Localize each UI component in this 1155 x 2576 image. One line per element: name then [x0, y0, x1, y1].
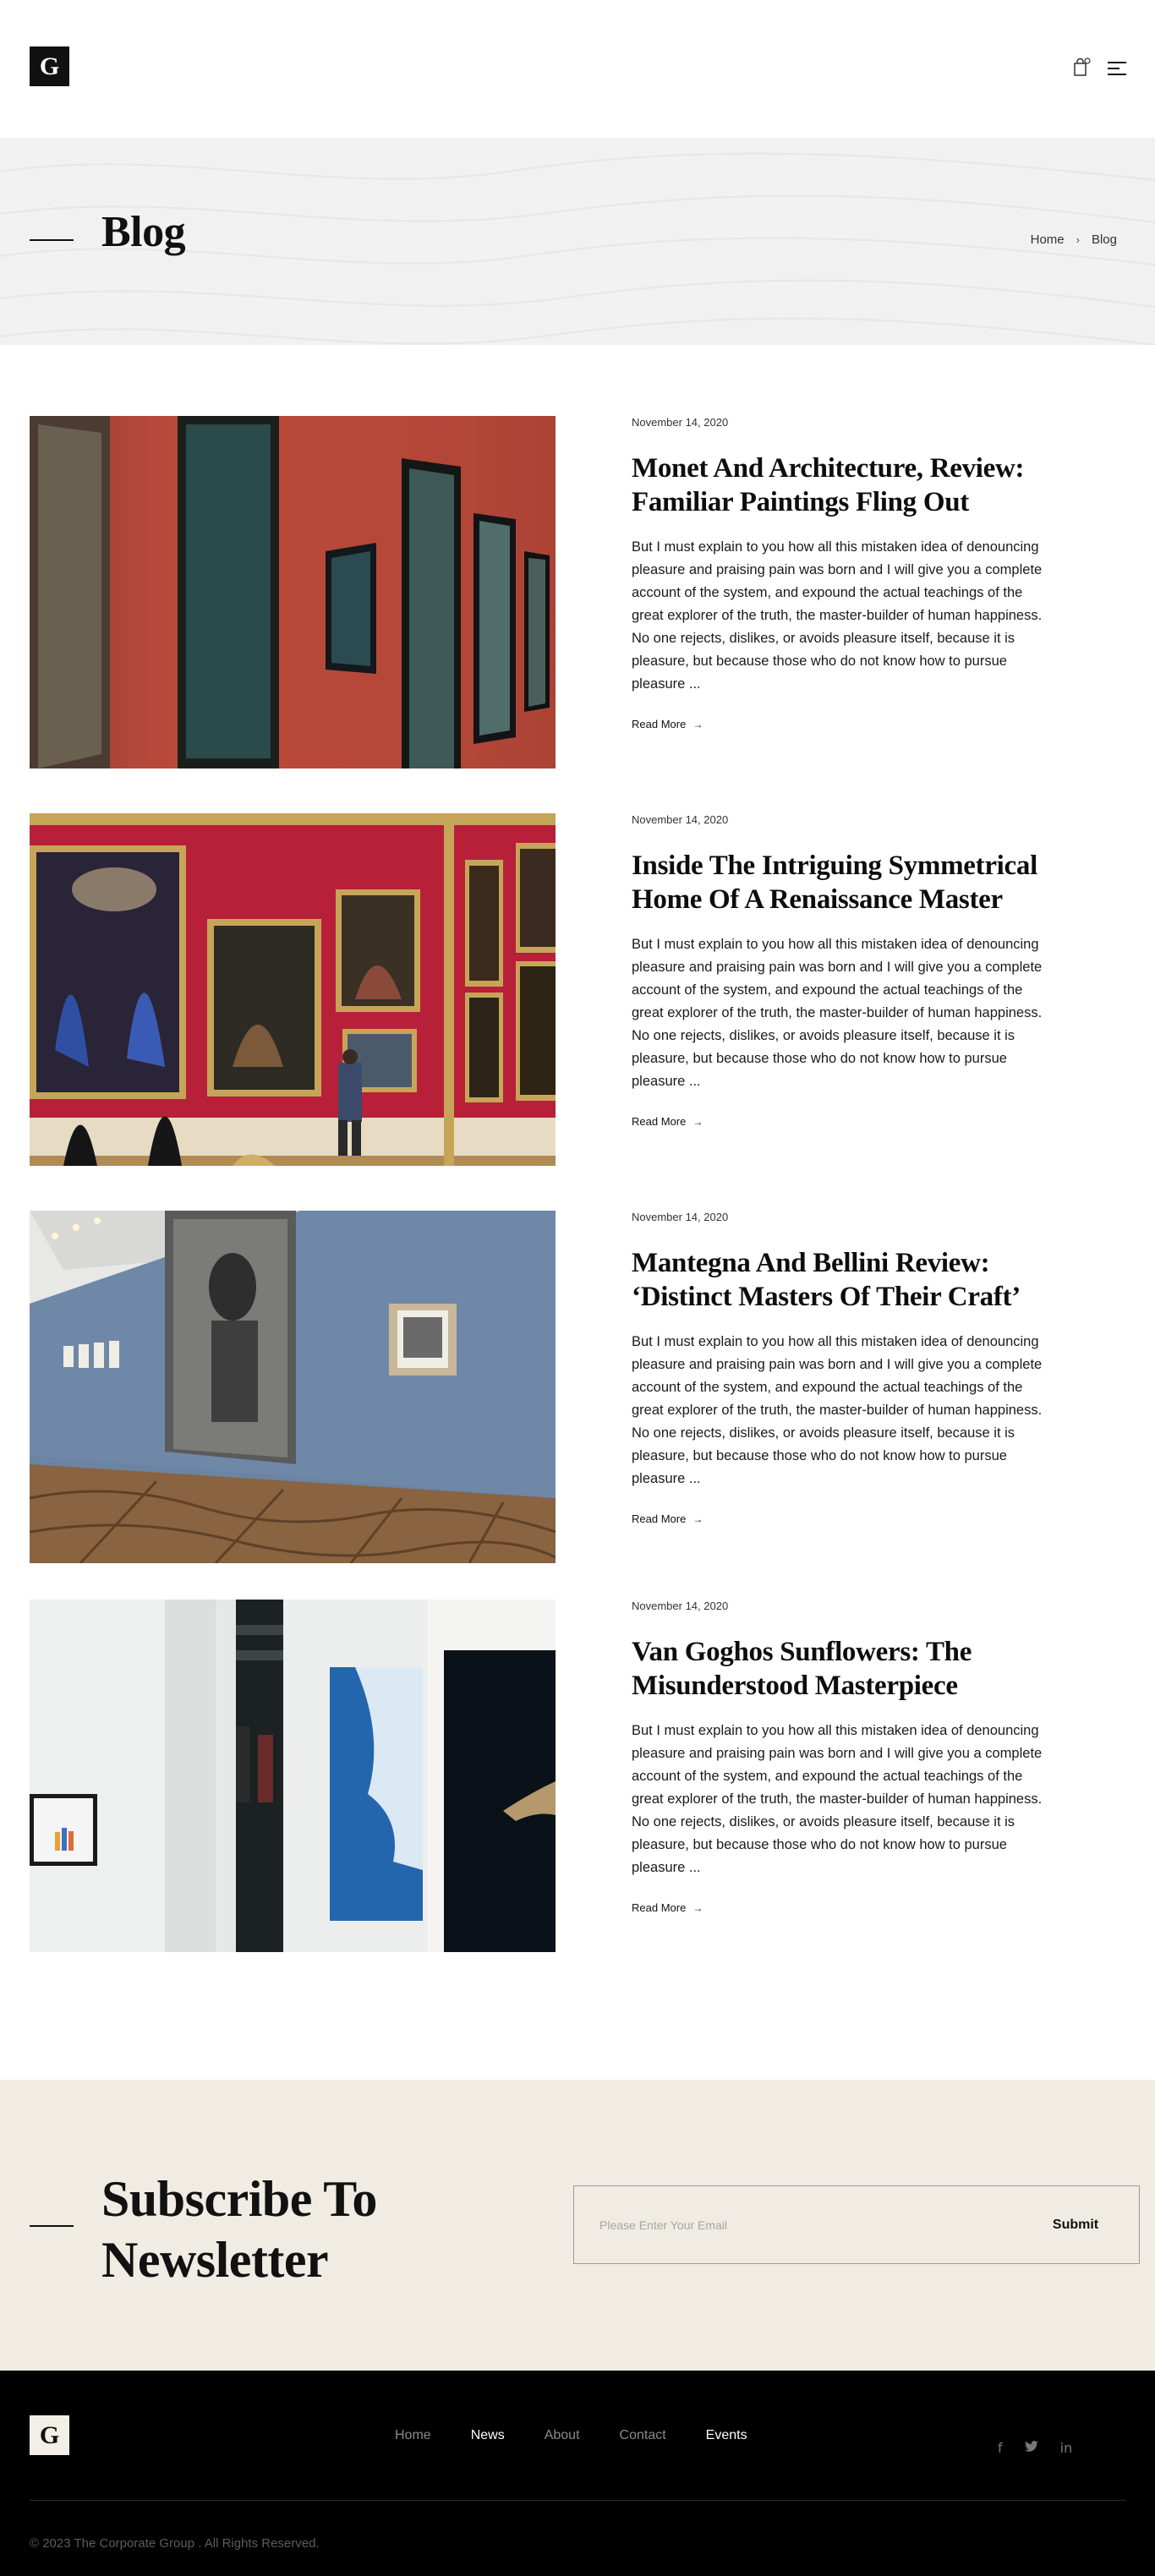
arrow-right-icon: → [692, 1902, 703, 1914]
post-excerpt: But I must explain to you how all this mistaken idea of denouncing pleasure and praising pain was born and I will give you a complete account of the system, and expound the actual teachings of the great explorer of the truth, the master-builder of human happiness. No one rejects, dislikes, or avoids pleasure itself, because it is pleasure, but because those who do not know how to pursue pleasure ... [632, 1723, 1043, 1875]
post-content [632, 1211, 1046, 1527]
page-title: Blog [101, 208, 186, 256]
submit-button[interactable]: Submit [1012, 2186, 1139, 2263]
read-more-label: Read More [632, 1901, 687, 1914]
newsletter-accent-line [30, 2225, 74, 2227]
post-date: November 14, 2020 [632, 813, 729, 826]
footer-nav-events[interactable]: Events [705, 2428, 747, 2442]
blog-post-list [0, 345, 1155, 1997]
post-content [632, 416, 1046, 732]
site-logo[interactable]: G [30, 46, 69, 86]
page-hero [0, 138, 1155, 345]
post-image[interactable] [30, 1600, 556, 1952]
post-excerpt: But I must explain to you how all this mistaken idea of denouncing pleasure and praising pain was born and I will give you a complete account of the system, and expound the actual teachings of the great explorer of the truth, the master-builder of human happiness. No one rejects, dislikes, or avoids pleasure itself, because it is pleasure, but because those who do not know how to pursue pleasure ... [632, 937, 1043, 1089]
newsletter-form [573, 2185, 1140, 2264]
email-field[interactable] [574, 2186, 1012, 2263]
read-more-link[interactable] [632, 1901, 703, 1914]
copyright-text: © 2023 The Corporate Group . All Rights Reserved. [30, 2536, 320, 2551]
read-more-label: Read More [632, 1512, 687, 1525]
post-content [632, 813, 1046, 1129]
breadcrumb [1031, 232, 1117, 247]
site-header [0, 0, 1155, 138]
post-date: November 14, 2020 [632, 1600, 729, 1612]
read-more-link[interactable] [632, 718, 703, 730]
footer-nav-about[interactable]: About [544, 2428, 580, 2442]
footer-nav [395, 2428, 787, 2443]
blog-post [0, 1600, 1155, 1997]
footer-nav-contact[interactable]: Contact [619, 2428, 666, 2442]
newsletter-section [0, 2080, 1155, 2371]
linkedin-icon[interactable]: in [1059, 2440, 1073, 2456]
newsletter-title-line1: Subscribe To [101, 2171, 377, 2227]
post-image[interactable] [30, 1211, 556, 1563]
footer-nav-home[interactable]: Home [395, 2428, 431, 2442]
post-content [632, 1600, 1046, 1916]
hero-accent-line [30, 239, 74, 241]
read-more-label: Read More [632, 718, 687, 730]
newsletter-title [101, 2169, 377, 2290]
facebook-icon[interactable]: f [998, 2440, 1003, 2456]
post-date: November 14, 2020 [632, 416, 729, 429]
shopping-bag-icon[interactable] [1072, 57, 1091, 78]
arrow-right-icon: → [692, 719, 703, 730]
post-title[interactable]: Van Goghos Sunflowers: The Misunderstood Masterpiece [632, 1637, 972, 1701]
post-title[interactable]: Inside The Intriguing Symmetrical Home Of A Renaissance Master [632, 850, 1037, 915]
post-title[interactable]: Monet And Architecture, Review: Familiar Paintings Fling Out [632, 453, 1025, 517]
post-image[interactable] [30, 416, 556, 768]
blog-post [0, 813, 1155, 1211]
post-date: November 14, 2020 [632, 1211, 729, 1223]
arrow-right-icon: → [692, 1513, 703, 1525]
breadcrumb-current: Blog [1091, 232, 1117, 247]
post-title[interactable]: Mantegna And Bellini Review: ‘Distinct Masters Of Their Craft’ [632, 1248, 1021, 1312]
social-links [998, 2440, 1072, 2456]
read-more-label: Read More [632, 1115, 687, 1128]
chevron-right-icon: › [1076, 233, 1080, 246]
breadcrumb-home-link[interactable]: Home [1030, 232, 1065, 247]
footer-divider [30, 2500, 1125, 2501]
twitter-icon[interactable] [1025, 2440, 1038, 2456]
blog-post [0, 1211, 1155, 1600]
newsletter-title-line2: Newsletter [101, 2232, 329, 2288]
arrow-right-icon: → [692, 1116, 703, 1128]
read-more-link[interactable] [632, 1115, 703, 1128]
read-more-link[interactable] [632, 1512, 703, 1525]
post-excerpt: But I must explain to you how all this mistaken idea of denouncing pleasure and praising pain was born and I will give you a complete account of the system, and expound the actual teachings of the great explorer of the truth, the master-builder of human happiness. No one rejects, dislikes, or avoids pleasure itself, because it is pleasure, but because those who do not know how to pursue pleasure ... [632, 539, 1043, 692]
site-footer [0, 2371, 1155, 2576]
post-excerpt: But I must explain to you how all this mistaken idea of denouncing pleasure and praising pain was born and I will give you a complete account of the system, and expound the actual teachings of the great explorer of the truth, the master-builder of human happiness. No one rejects, dislikes, or avoids pleasure itself, because it is pleasure, but because those who do not know how to pursue pleasure ... [632, 1334, 1043, 1486]
post-image[interactable] [30, 813, 556, 1166]
footer-logo[interactable]: G [30, 2415, 69, 2455]
blog-post [0, 416, 1155, 813]
hamburger-menu-icon[interactable] [1108, 61, 1126, 76]
footer-nav-news[interactable]: News [470, 2428, 505, 2442]
